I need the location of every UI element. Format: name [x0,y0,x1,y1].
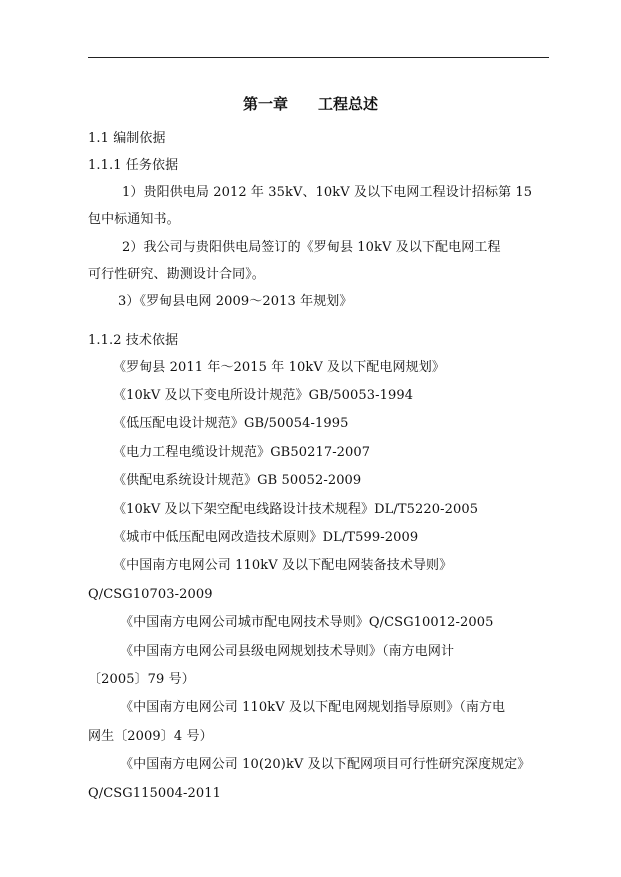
tech-basis-item: 《10kV 及以下架空配电线路设计技术规程》DL/T5220-2005 [113,502,479,517]
chapter-number: 第一章 [242,95,288,113]
task-basis-item-1-cont: 包中标通知书。 [88,212,180,227]
section-heading-1-1-1: 1.1.1 任务依据 [88,158,179,173]
task-basis-item-2: 2）我公司与贵阳供电局签订的《罗甸县 10kV 及以下配电网工程 [122,240,501,255]
section-heading-1-1-2: 1.1.2 技术依据 [88,333,179,348]
header-rule [88,57,549,58]
tech-basis-item-cont: 网生〔2009〕4 号） [88,729,213,744]
task-basis-item-3: 3）《罗甸县电网 2009～2013 年规划》 [118,294,353,309]
tech-basis-item: 《中国南方电网公司县级电网规划技术导则》（南方电网计 [120,644,455,659]
chapter-name: 工程总述 [318,95,379,113]
task-basis-item-2-cont: 可行性研究、勘测设计合同》。 [88,267,265,282]
tech-basis-item: 《电力工程电缆设计规范》GB50217-2007 [113,445,371,460]
tech-basis-item-cont: 〔2005〕79 号） [88,672,195,687]
tech-basis-item: 《中国南方电网公司城市配电网技术导则》Q/CSG10012-2005 [120,615,494,630]
tech-basis-item: 《10kV 及以下变电所设计规范》GB/50053-1994 [113,388,414,403]
tech-basis-item: 《低压配电设计规范》GB/50054-1995 [113,416,349,431]
tech-basis-item-cont: Q/CSG115004-2011 [88,786,221,801]
tech-basis-item: 《中国南方电网公司 110kV 及以下配电网规划指导原则》（南方电 [120,700,506,715]
tech-basis-item-cont: Q/CSG10703-2009 [88,587,213,602]
chapter-title [0,95,621,113]
section-heading-1-1: 1.1 编制依据 [88,131,166,146]
tech-basis-item: 《城市中低压配电网改造技术原则》DL/T599-2009 [113,530,419,545]
tech-basis-item: 《中国南方电网公司 10(20)kV 及以下配网项目可行性研究深度规定》 [120,757,531,772]
tech-basis-item: 《中国南方电网公司 110kV 及以下配电网装备技术导则》 [113,558,453,573]
tech-basis-item: 《供配电系统设计规范》GB 50052-2009 [113,473,362,488]
task-basis-item-1: 1）贵阳供电局 2012 年 35kV、10kV 及以下电网工程设计招标第 15 [122,185,533,200]
tech-basis-item: 《罗甸县 2011 年～2015 年 10kV 及以下配电网规划》 [113,360,445,375]
